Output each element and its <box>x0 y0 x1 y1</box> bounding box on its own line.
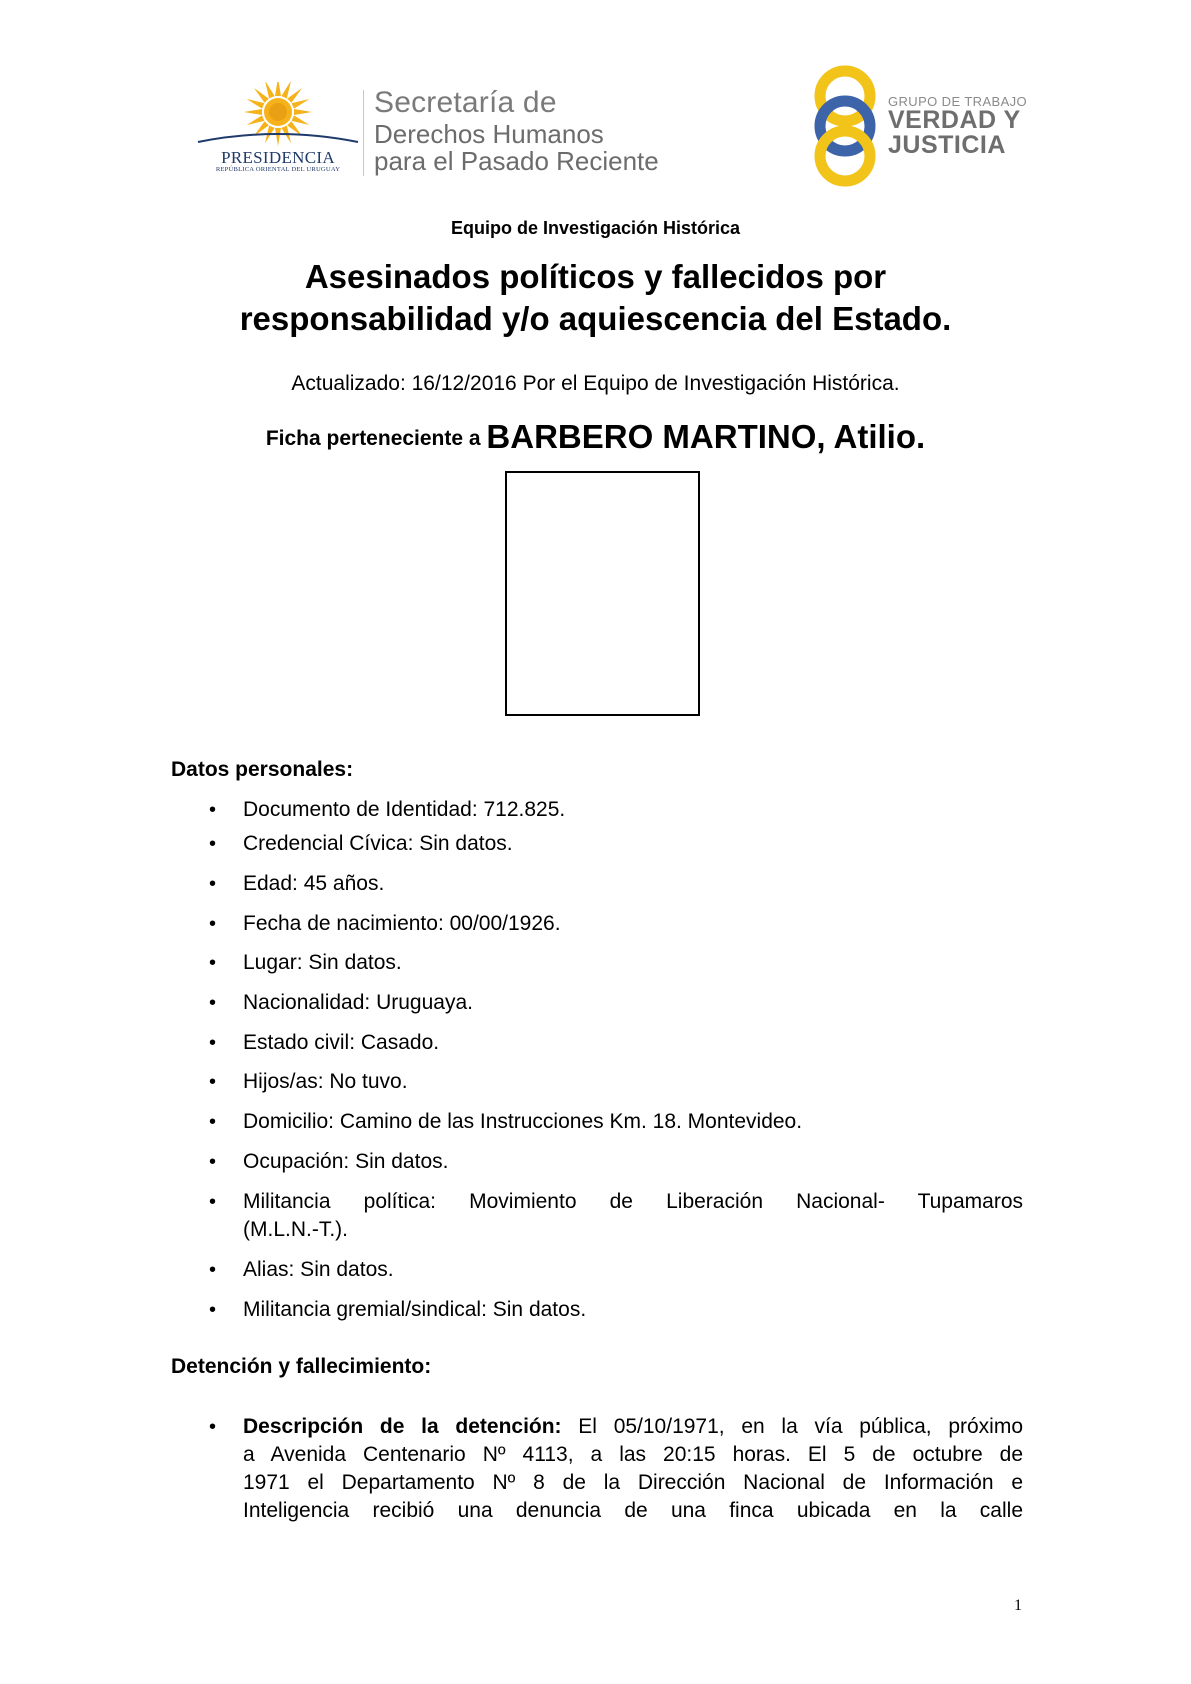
list-item: • Edad: 45 años. <box>243 870 1023 898</box>
list-item: • Estado civil: Casado. <box>243 1029 1023 1057</box>
list-item: • Militancia política: Movimiento de Liberación Nacional- Tupamaros <box>243 1188 1023 1216</box>
page-title <box>0 256 1191 340</box>
list-item: • Credencial Cívica: Sin datos. <box>243 830 1023 858</box>
title-line-2: responsabilidad y/o aquiescencia del Estado. <box>239 300 952 337</box>
list-item: • Militancia gremial/sindical: Sin datos. <box>243 1296 1023 1324</box>
list-item: • Ocupación: Sin datos. <box>243 1148 1023 1176</box>
list-item: • Lugar: Sin datos. <box>243 949 1023 977</box>
secretaria-logo-text <box>374 88 659 174</box>
secretaria-line-1: Secretaría de <box>374 86 557 119</box>
vyj-line-2: JUSTICIA <box>888 131 1006 159</box>
detention-text: a Avenida Centenario Nº 4113, a las 20:15 horas. El 5 de octubre de <box>243 1443 1023 1466</box>
list-item: • Hijos/as: No tuvo. <box>243 1068 1023 1096</box>
secretaria-line-3: para el Pasado Reciente <box>374 146 659 176</box>
title-line-1: Asesinados políticos y fallecidos por <box>304 258 887 295</box>
sun-icon <box>196 82 360 148</box>
section-heading-detencion: Detención y fallecimiento: <box>171 1355 432 1378</box>
presidencia-subtitle: REPÚBLICA ORIENTAL DEL URUGUAY <box>215 166 341 173</box>
detention-text: 1971 el Departamento Nº 8 de la Dirección Nacional de Información e <box>243 1471 1023 1494</box>
person-name: BARBERO MARTINO, Atilio. <box>486 418 926 455</box>
vyj-line-1: VERDAD Y <box>888 106 1021 134</box>
secretaria-line-2: Derechos Humanos <box>374 119 604 149</box>
updated-line: Actualizado: 16/12/2016 Por el Equipo de Investigación Histórica. <box>291 372 900 395</box>
team-label: Equipo de Investigación Histórica <box>450 218 741 238</box>
list-item: • Alias: Sin datos. <box>243 1256 1023 1284</box>
ficha-line <box>0 418 1191 456</box>
section-heading-datos-personales: Datos personales: <box>171 758 354 781</box>
list-item: • Documento de Identidad: 712.825. <box>243 796 1023 824</box>
ficha-prefix: Ficha perteneciente a <box>265 427 481 450</box>
list-item: • Nacionalidad: Uruguaya. <box>243 989 1023 1017</box>
presidencia-wordmark: PRESIDENCIA <box>221 148 335 167</box>
detention-description-line <box>243 1413 1023 1441</box>
list-item: • Fecha de nacimiento: 00/00/1926. <box>243 910 1023 938</box>
vyj-wordmark <box>888 108 1021 158</box>
page-number: 1 <box>1014 1597 1022 1614</box>
list-item-continuation: (M.L.N.-T.). <box>243 1218 348 1241</box>
list-item: • Domicilio: Camino de las Instrucciones Km. 18. Montevideo. <box>243 1108 1023 1136</box>
detention-text: Inteligencia recibió una denuncia de una finca ubicada en la calle <box>243 1499 1023 1522</box>
vyj-small-label: GRUPO DE TRABAJO <box>888 94 1028 109</box>
photo-placeholder <box>505 471 700 716</box>
presidencia-logo <box>196 82 360 172</box>
detention-text: El 05/10/1971, en la vía pública, próximo <box>578 1415 1024 1438</box>
detention-description-label: Descripción de la detención: <box>243 1415 562 1438</box>
header-divider <box>363 90 364 176</box>
